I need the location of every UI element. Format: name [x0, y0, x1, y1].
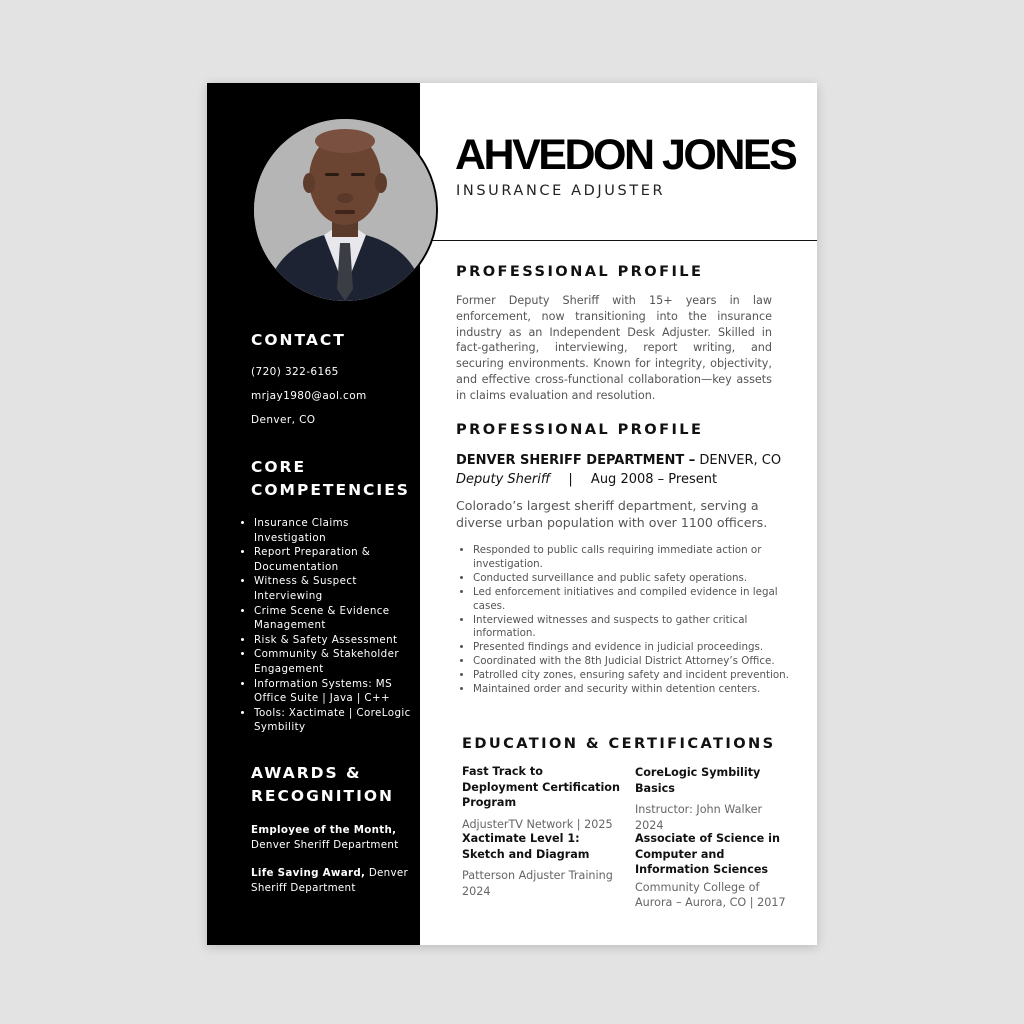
competencies-heading: [251, 456, 410, 502]
competency-item: • Insurance Claims Investigation: [254, 516, 424, 545]
competency-item: • Report Preparation & Documentation: [254, 545, 424, 574]
education-detail: Patterson Adjuster Training 2024: [462, 869, 613, 898]
education-title: Associate of Science in Computer and Information Sciences: [635, 832, 780, 877]
education-title: CoreLogic Symbility Basics: [635, 766, 761, 795]
experience-heading: PROFESSIONAL PROFILE: [456, 421, 704, 438]
duty-item: • Maintained order and security within detention centers.: [473, 683, 793, 697]
award-detail: Denver Sheriff Department: [251, 838, 399, 851]
award-title: Life Saving Award,: [251, 867, 366, 879]
education-item: [462, 831, 622, 899]
duty-item: • Presented findings and evidence in judicial proceedings.: [473, 641, 793, 655]
competencies-heading-line1: CORE: [251, 458, 307, 476]
duty-item: • Coordinated with the 8th Judicial District Attorney’s Office.: [473, 655, 793, 669]
profile-heading: PROFESSIONAL PROFILE: [456, 263, 704, 280]
award-item: [251, 823, 411, 852]
education-item: [635, 831, 795, 911]
duty-item: • Patrolled city zones, ensuring safety and incident prevention.: [473, 669, 793, 683]
duties-list: [456, 544, 793, 697]
employer-location: DENVER, CO: [699, 453, 782, 468]
award-title: Employee of the Month,: [251, 824, 397, 836]
contact-location: Denver, CO: [251, 414, 316, 426]
duty-item: • Responded to public calls requiring immediate action or investigation.: [473, 544, 793, 572]
award-detail: Denver Sheriff Department: [251, 867, 409, 894]
education-heading: EDUCATION & CERTIFICATIONS: [462, 735, 776, 752]
competency-item: • Tools: Xactimate | CoreLogic Symbility: [254, 706, 424, 735]
competency-item: • Community & Stakeholder Engagement: [254, 647, 424, 676]
role-separator: |: [568, 472, 573, 487]
competencies-list: [237, 516, 424, 735]
duty-item: • Conducted surveillance and public safety operations.: [473, 572, 793, 586]
education-title: Xactimate Level 1: Sketch and Diagram: [462, 832, 590, 861]
award-item: [251, 866, 411, 895]
header-divider: [420, 240, 817, 241]
portrait-image: [254, 119, 436, 301]
employer-name: DENVER SHERIFF DEPARTMENT –: [456, 453, 696, 468]
awards-heading-line1: AWARDS &: [251, 764, 362, 782]
candidate-title: INSURANCE ADJUSTER: [456, 183, 666, 199]
duty-item: • Interviewed witnesses and suspects to gather critical information.: [473, 614, 793, 642]
profile-text: Former Deputy Sheriff with 15+ years in law enforcement, now transitioning into the insurance industry as an Independent Desk Adjuster. Skilled in fact-gathering, interviewing, report writing, and securing environments. Known for integrity, objectivity, and effective cross-functional collaboration—key assets in claims evaluation and resolution.: [456, 294, 772, 402]
competency-item: • Crime Scene & Evidence Management: [254, 604, 424, 633]
role-title: Deputy Sheriff: [456, 472, 551, 487]
education-detail: Community College of Aurora – Aurora, CO | 2017: [635, 880, 786, 910]
competency-item: • Information Systems: MS Office Suite | Java | C++: [254, 677, 424, 706]
education-detail: Instructor: John Walker 2024: [635, 803, 763, 832]
employer-description: Colorado’s largest sheriff department, serving a diverse urban population with over 1100 officers.: [456, 498, 768, 530]
contact-phone: (720) 322-6165: [251, 366, 339, 378]
education-detail: AdjusterTV Network | 2025: [462, 817, 613, 831]
contact-email: mrjay1980@aol.com: [251, 390, 367, 402]
education-item: [635, 765, 795, 833]
candidate-name: AHVEDON JONES: [455, 131, 796, 179]
competency-item: • Risk & Safety Assessment: [254, 633, 424, 648]
education-item: [462, 764, 622, 832]
duty-item: • Led enforcement initiatives and compiled evidence in legal cases.: [473, 586, 793, 614]
role-line: [456, 472, 717, 487]
awards-heading: [251, 762, 394, 808]
competencies-heading-line2: COMPETENCIES: [251, 481, 410, 499]
profile-photo: [252, 117, 438, 303]
contact-heading: CONTACT: [251, 331, 346, 349]
role-dates: Aug 2008 – Present: [590, 472, 718, 487]
employer-line: [456, 453, 781, 468]
awards-heading-line2: RECOGNITION: [251, 787, 395, 805]
resume-page: [207, 83, 817, 945]
competency-item: • Witness & Suspect Interviewing: [254, 574, 424, 603]
education-title: Fast Track to Deployment Certification Program: [462, 765, 620, 810]
